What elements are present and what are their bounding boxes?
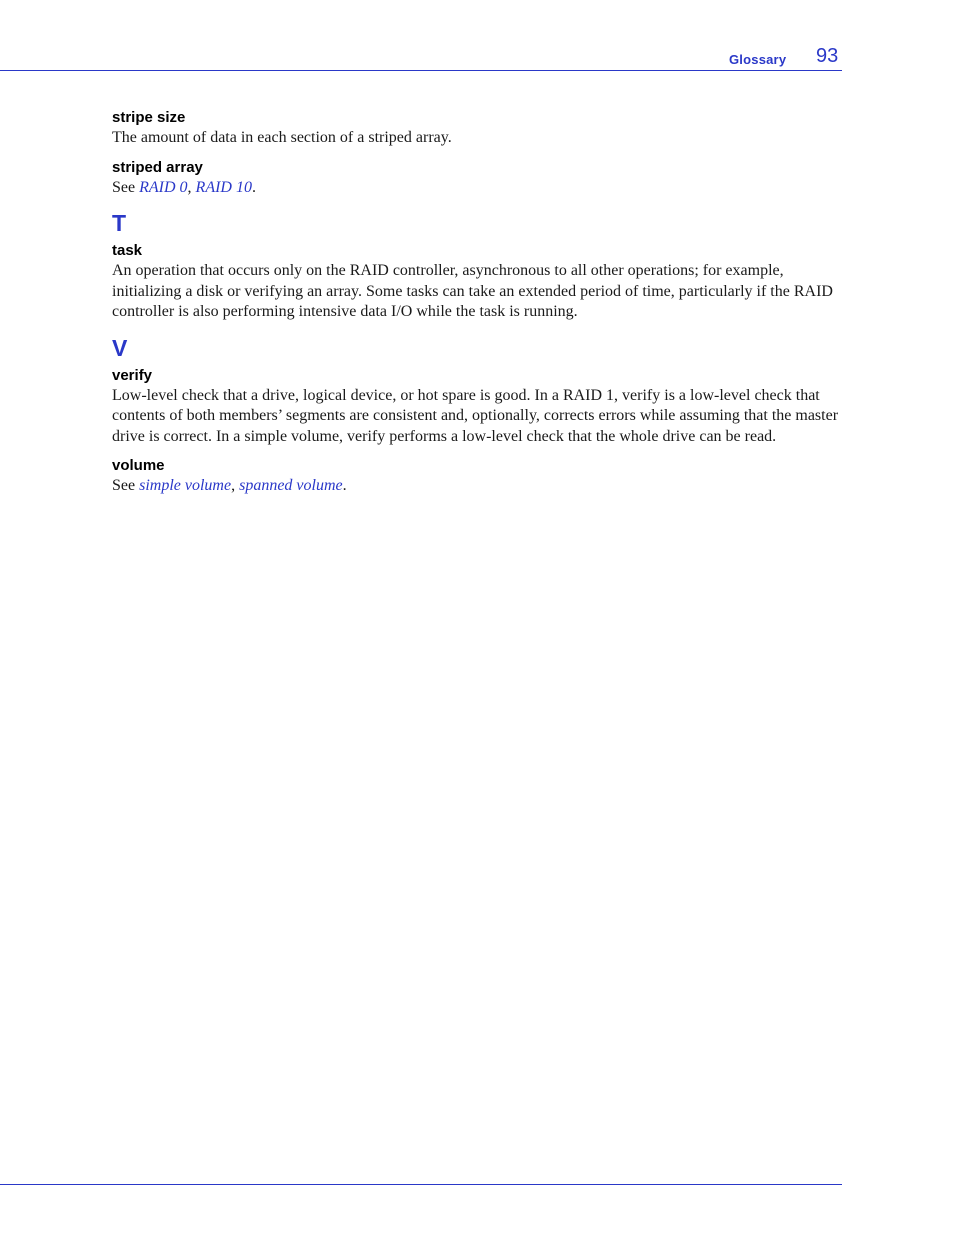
link-spanned-volume[interactable]: spanned volume [239, 477, 343, 494]
term: volume [112, 457, 165, 474]
letter-heading-t: T [112, 210, 127, 236]
definition: An operation that occurs only on the RAID controller, asynchronous to all other operations; for example, initializing a disk or verifying an array. Some tasks can take an extended period of time, particularly if the RAID controller is also performing intensive data I/O while the task is running. [112, 262, 833, 320]
suffix: . [251, 178, 256, 196]
term: verify [112, 366, 153, 384]
page-number: 93 [816, 45, 839, 67]
entry-verify [112, 366, 842, 448]
section-title: Glossary [729, 52, 787, 67]
link-raid-10[interactable]: RAID 10 [195, 178, 252, 196]
separator: , [231, 477, 240, 494]
link-raid-0[interactable]: RAID 0 [139, 178, 188, 196]
link-simple-volume[interactable]: simple volume [139, 477, 232, 494]
definition: Low-level check that a drive, logical device, or hot spare is good. In a RAID 1, verify is a low-level check that contents of both members’ segments are consistent and, optionally, corrects errors while assuming that the master drive is correct. In a simple volume, verify performs a low-level check that the whole drive can be read. [112, 386, 839, 445]
separator: , [187, 178, 196, 196]
see-prefix: See [112, 178, 140, 196]
definition [112, 476, 842, 497]
definition [112, 178, 842, 199]
entry-striped-array [112, 158, 842, 199]
footer-rule [0, 1184, 842, 1185]
term: stripe size [112, 109, 186, 126]
entry-volume [112, 456, 842, 497]
entry-task [112, 241, 842, 323]
see-prefix: See [112, 477, 140, 494]
term: task [112, 242, 143, 259]
definition: The amount of data in each section of a striped array. [112, 129, 452, 146]
suffix: . [342, 477, 347, 494]
glossary-content [112, 108, 842, 506]
header-rule [0, 70, 842, 71]
letter-heading-v: V [112, 334, 128, 361]
entry-stripe-size [112, 108, 842, 149]
term: striped array [112, 158, 203, 176]
